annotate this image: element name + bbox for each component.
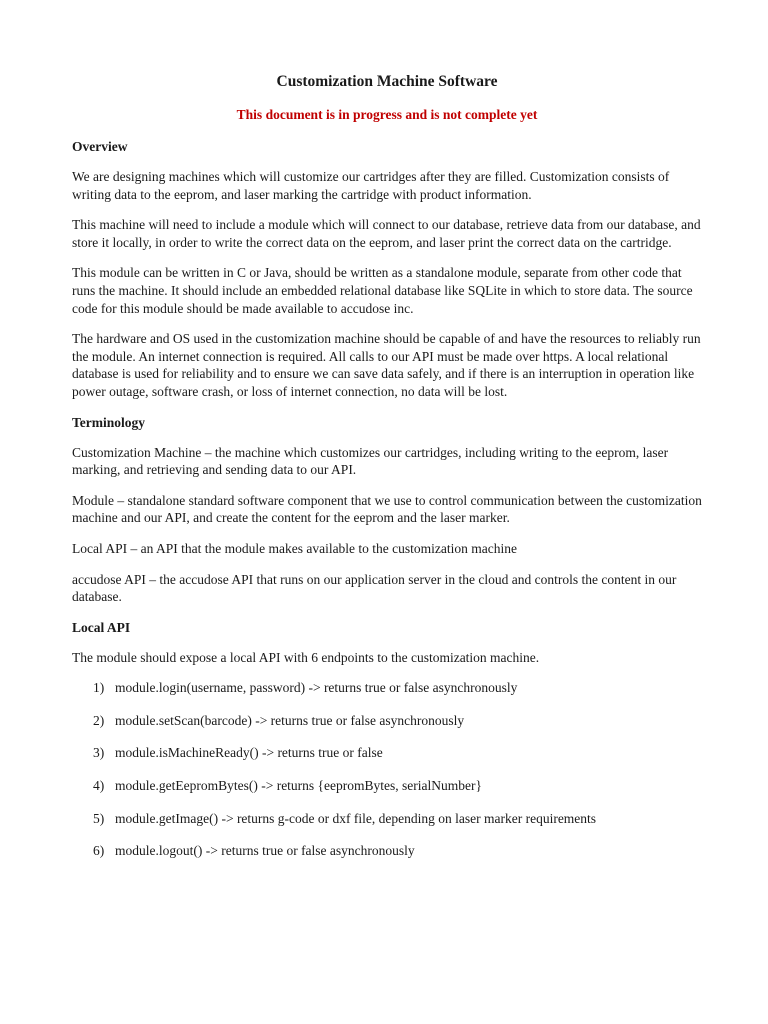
- terminology-paragraph: Local API – an API that the module makes available to the customization machine: [72, 540, 518, 556]
- document-title: Customization Machine Software: [276, 73, 498, 90]
- overview-paragraph: The hardware and OS used in the customization machine should be capable of and have the resources to reliably run the module. An internet connection is required. All calls to our API must be made over https. A local relational database is used for reliability and to ensure we can save data safely, and if there is an interruption in operation like power outage, software crash, or loss of internet connection, no data will be lost.: [72, 331, 701, 399]
- overview-heading: Overview: [72, 139, 128, 154]
- list-item-number: 3): [93, 745, 105, 761]
- terminology-heading: Terminology: [72, 414, 146, 430]
- terminology-paragraph: Customization Machine – the machine which customizes our cartridges, including writing to the eeprom, laser marking, and retrieving and sending data to our API.: [72, 444, 669, 478]
- overview-paragraph: This module can be written in C or Java, should be written as a standalone module, separate from other code that runs the machine. It should include an embedded relational database like SQLite in which to store data. The source code for this module should be made available to accudose inc.: [72, 265, 693, 316]
- list-item: [72, 679, 702, 697]
- local-api-heading: Local API: [72, 619, 131, 635]
- list-item: [72, 810, 702, 828]
- endpoint-list: [72, 679, 702, 860]
- list-item-text: module.setScan(barcode) -> returns true or false asynchronously: [115, 712, 465, 728]
- list-item: [72, 712, 702, 730]
- document-page: [72, 72, 702, 875]
- overview-paragraph: We are designing machines which will customize our cartridges after they are filled. Customization consists of writing data to the eeprom, and laser marking the cartridge with product information.: [72, 169, 670, 202]
- list-item-number: 6): [93, 843, 105, 859]
- list-item-number: 2): [93, 712, 105, 728]
- list-item-text: module.getImage() -> returns g-code or dxf file, depending on laser marker requirements: [115, 810, 597, 826]
- list-item-text: module.logout() -> returns true or false asynchronously: [115, 843, 415, 859]
- local-api-section: [72, 619, 702, 861]
- list-item-text: module.isMachineReady() -> returns true or false: [115, 745, 383, 761]
- list-item: [72, 777, 702, 795]
- list-item: [72, 744, 702, 762]
- list-item-text: module.getEepromBytes() -> returns {eepromBytes, serialNumber}: [115, 778, 482, 794]
- progress-notice: This document is in progress and is not complete yet: [236, 107, 538, 122]
- local-api-intro: The module should expose a local API with 6 endpoints to the customization machine.: [72, 649, 540, 665]
- terminology-section: [72, 414, 702, 606]
- list-item: [72, 842, 702, 860]
- overview-section: [72, 138, 702, 401]
- terminology-paragraph: accudose API – the accudose API that runs on our application server in the cloud and controls the content in our database.: [72, 571, 677, 605]
- terminology-paragraph: Module – standalone standard software component that we use to control communication between the customization machine and our API, and create the content for the eeprom and the laser marker.: [72, 492, 702, 526]
- list-item-text: module.login(username, password) -> returns true or false asynchronously: [115, 680, 518, 696]
- overview-paragraph: This machine will need to include a module which will connect to our database, retrieve data from our database, and store it locally, in order to write the correct data on the eeprom, and laser print the correct data on the cartridge.: [72, 217, 701, 250]
- list-item-number: 4): [93, 778, 105, 794]
- list-item-number: 5): [93, 810, 105, 826]
- list-item-number: 1): [93, 680, 105, 696]
